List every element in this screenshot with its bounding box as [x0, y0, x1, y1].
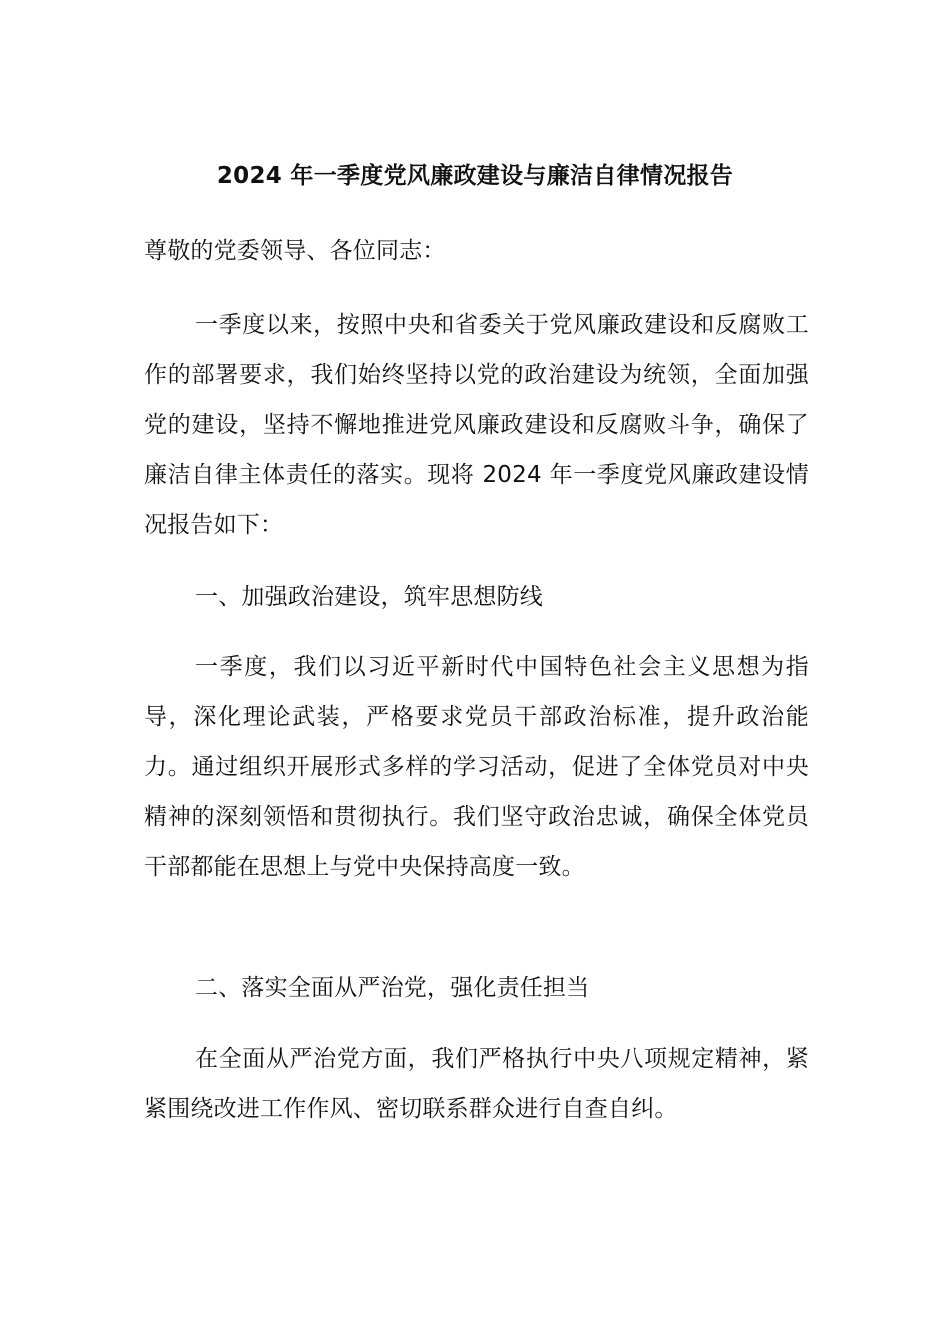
section-heading-2: 二、落实全面从严治党，强化责任担当 [195, 975, 590, 1001]
salutation: 尊敬的党委领导、各位同志： [144, 238, 446, 264]
document-title: 2024 年一季度党风廉政建设与廉洁自律情况报告 [216, 163, 734, 189]
paragraph-section-2: 在全面从严治党方面，我们严格执行中央八项规定精神，紧紧围绕改进工作作风、密切联系群众进行自查自纠。 [144, 1046, 809, 1122]
paragraph-intro: 一季度以来，按照中央和省委关于党风廉政建设和反腐败工作的部署要求，我们始终坚持以党的政治建设为统领，全面加强党的建设，坚持不懈地推进党风廉政建设和反腐败斗争，确保了廉洁自律主体责任的落实。现将 2024 年一季度党风廉政建设情况报告如下： [144, 312, 809, 538]
paragraph-section-1: 一季度，我们以习近平新时代中国特色社会主义思想为指导，深化理论武装，严格要求党员干部政治标准，提升政治能力。通过组织开展形式多样的学习活动，促进了全体党员对中央精神的深刻领悟和贯彻执行。我们坚守政治忠诚，确保全体党员干部都能在思想上与党中央保持高度一致。 [144, 654, 809, 880]
section-heading-1: 一、加强政治建设，筑牢思想防线 [195, 584, 543, 610]
